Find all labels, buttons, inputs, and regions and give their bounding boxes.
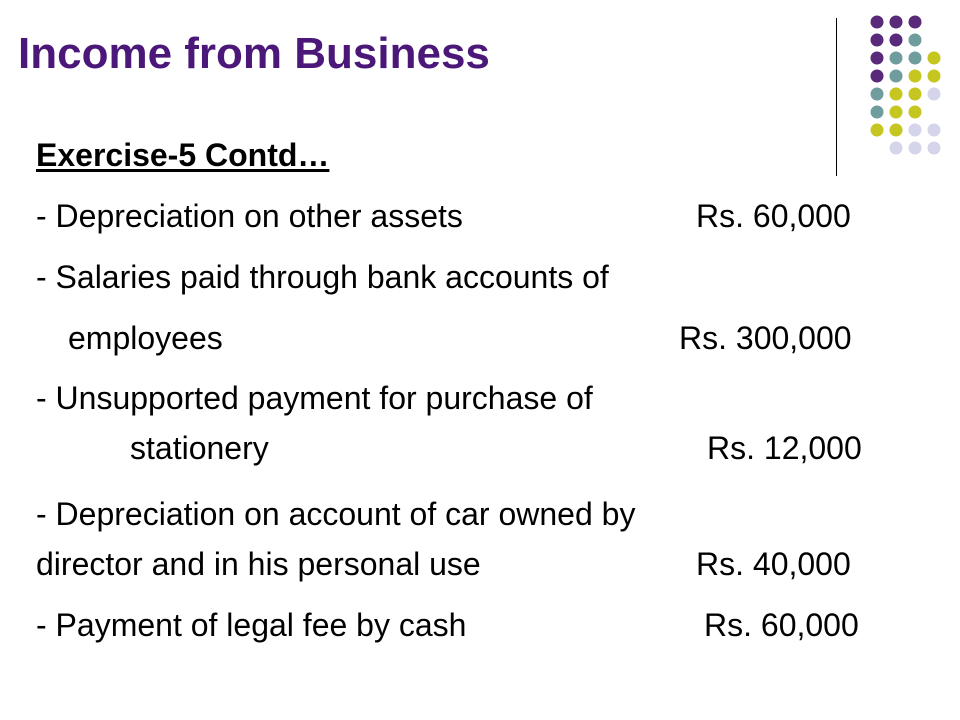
- item-legal-fee: [36, 605, 859, 645]
- item-text: - Depreciation on other assets: [36, 198, 463, 234]
- item-salaries-line2: [68, 318, 852, 358]
- item-text: stationery: [130, 430, 269, 466]
- item-text: - Payment of legal fee by cash: [36, 607, 467, 643]
- decorative-dot: [909, 16, 922, 29]
- decorative-dot: [871, 34, 884, 47]
- decorative-dot: [890, 124, 903, 137]
- item-amount: Rs. 40,000: [696, 546, 851, 582]
- decorative-dot: [871, 106, 884, 119]
- item-amount: Rs. 60,000: [704, 607, 859, 643]
- decorative-dot: [890, 106, 903, 119]
- item-text: - Salaries paid through bank accounts of: [36, 259, 609, 295]
- decorative-dot: [890, 142, 903, 155]
- slide-title: Income from Business: [18, 29, 490, 78]
- item-car-depreciation-line1: [36, 494, 635, 534]
- decorative-dot: [890, 70, 903, 83]
- decorative-dot: [890, 34, 903, 47]
- item-unsupported-line2: [130, 428, 862, 468]
- item-text: - Unsupported payment for purchase of: [36, 380, 593, 416]
- item-amount: Rs. 300,000: [679, 320, 852, 356]
- item-car-depreciation-line2: [36, 544, 851, 584]
- decorative-dot: [909, 142, 922, 155]
- decorative-dot: [871, 88, 884, 101]
- decorative-dot: [928, 70, 941, 83]
- decorative-dot: [890, 88, 903, 101]
- decorative-dot: [909, 88, 922, 101]
- decorative-dot: [928, 88, 941, 101]
- decorative-dot: [909, 70, 922, 83]
- decorative-dot: [909, 52, 922, 65]
- decorative-dot: [871, 124, 884, 137]
- decorative-dot: [928, 142, 941, 155]
- decorative-dot: [871, 70, 884, 83]
- decorative-dot: [928, 124, 941, 137]
- item-unsupported-line1: [36, 378, 593, 418]
- item-text: director and in his personal use: [36, 546, 481, 582]
- decorative-dot: [871, 16, 884, 29]
- item-depreciation-other-assets: [36, 196, 851, 236]
- decorative-dot: [909, 124, 922, 137]
- decorative-dot: [871, 52, 884, 65]
- exercise-subheading: Exercise-5 Contd…: [36, 137, 330, 173]
- item-amount: Rs. 60,000: [696, 198, 851, 234]
- decorative-dot: [890, 52, 903, 65]
- item-text: employees: [68, 320, 223, 356]
- decorative-dot: [890, 16, 903, 29]
- decorative-dot: [928, 52, 941, 65]
- item-salaries-line1: [36, 257, 609, 297]
- decorative-dot: [909, 34, 922, 47]
- item-amount: Rs. 12,000: [707, 430, 862, 466]
- item-text: - Depreciation on account of car owned by: [36, 496, 636, 532]
- divider-line: [836, 18, 837, 176]
- decorative-dot: [909, 106, 922, 119]
